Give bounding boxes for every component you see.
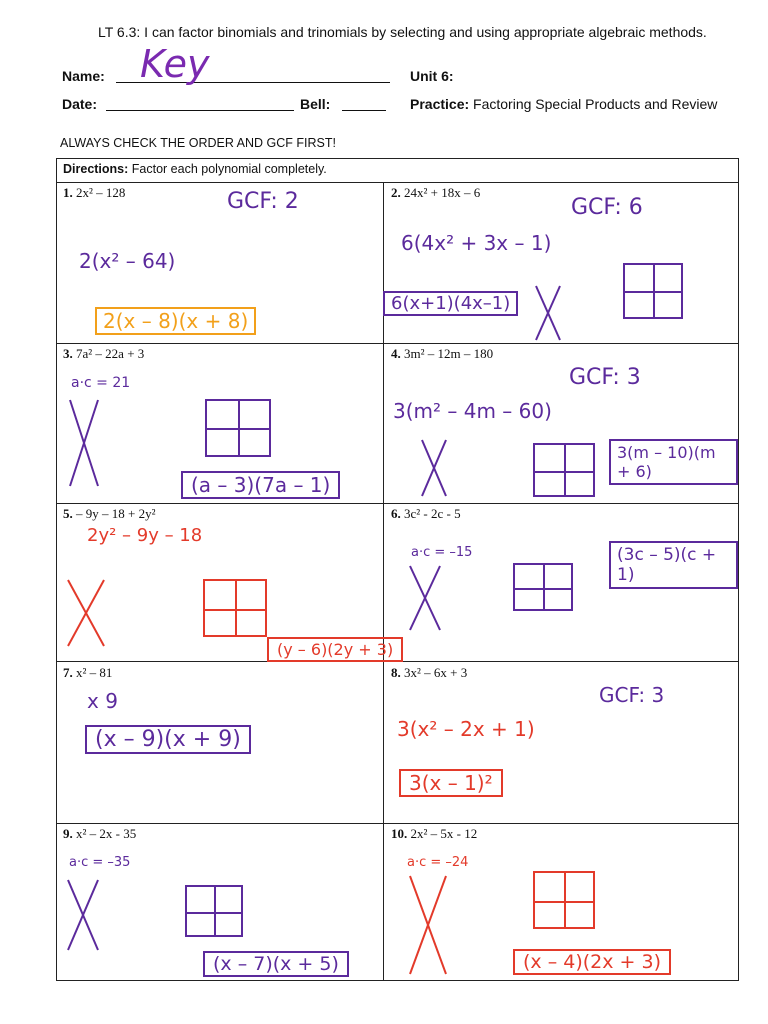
problem-10-label: 10. 2x² – 5x - 12 xyxy=(391,826,478,841)
problem-4-answer: 3(m – 10)(m + 6) xyxy=(609,439,738,485)
problem-1-answer: 2(x – 8)(x + 8) xyxy=(95,307,256,335)
problem-1-gcf: GCF: 2 xyxy=(227,189,299,214)
problem-9-answer: (x – 7)(x + 5) xyxy=(203,951,349,977)
problem-6-ac: a·c = –15 xyxy=(411,545,473,560)
problem-8-label: 8. 3x² – 6x + 3 xyxy=(391,665,468,680)
problem-6-label: 6. 3c² - 2c - 5 xyxy=(391,506,461,521)
problem-5-answer: (y – 6)(2y + 3) xyxy=(267,637,403,662)
bell-label: Bell: xyxy=(300,96,331,112)
problem-9-ac: a·c = –35 xyxy=(69,855,131,870)
problem-2-answer: 6(x+1)(4x–1) xyxy=(383,291,518,316)
problem-2-label: 2. 24x² + 18x – 6 xyxy=(391,185,481,200)
problem-5-label: 5. – 9y – 18 + 2y² xyxy=(63,506,156,521)
problem-1-work: 2(x² – 64) xyxy=(79,249,176,273)
x-mark-2 xyxy=(536,286,560,340)
problem-4-label: 4. 3m² – 12m – 180 xyxy=(391,346,494,361)
problem-3-answer: (a – 3)(7a – 1) xyxy=(181,471,340,499)
x-mark-10 xyxy=(410,876,446,974)
problem-2-gcf: GCF: 6 xyxy=(571,195,643,220)
problem-10-answer: (x – 4)(2x + 3) xyxy=(513,949,671,975)
problem-8-gcf: GCF: 3 xyxy=(599,683,665,707)
x-mark-4 xyxy=(422,440,446,496)
directions-text: Factor each polynomial completely. xyxy=(131,162,327,176)
problem-3-ac: a·c = 21 xyxy=(71,375,131,391)
problem-7-answer: (x – 9)(x + 9) xyxy=(85,725,251,754)
practice-label: Practice: xyxy=(410,96,470,112)
problem-4-gcf: GCF: 3 xyxy=(569,365,641,390)
name-label: Name: xyxy=(62,68,105,84)
practice-title: Factoring Special Products and Review xyxy=(473,96,718,112)
reminder: ALWAYS CHECK THE ORDER AND GCF FIRST! xyxy=(60,136,336,150)
problem-2-work: 6(4x² + 3x – 1) xyxy=(401,231,552,255)
problem-3-label: 3. 7a² – 22a + 3 xyxy=(63,346,145,361)
problem-4-work: 3(m² – 4m – 60) xyxy=(393,399,552,423)
unit-label: Unit 6: xyxy=(410,68,454,84)
problem-1-label: 1. 2x² – 128 xyxy=(63,185,126,200)
x-mark-3 xyxy=(70,400,98,486)
learning-target: LT 6.3: I can factor binomials and trinomials by selecting and using appropriate algebraic methods. xyxy=(98,24,707,40)
x-mark-9 xyxy=(68,880,98,950)
problem-5-work: 2y² – 9y – 18 xyxy=(87,525,203,546)
problem-9-label: 9. x² – 2x - 35 xyxy=(63,826,137,841)
problem-8-answer: 3(x – 1)² xyxy=(399,769,503,797)
problem-7-work: x 9 xyxy=(87,689,118,713)
problem-8-work: 3(x² – 2x + 1) xyxy=(397,717,535,741)
problem-7-label: 7. x² – 81 xyxy=(63,665,113,680)
x-mark-5 xyxy=(68,580,104,646)
directions-label: Directions: xyxy=(63,162,129,176)
problem-6-answer: (3c – 5)(c + 1) xyxy=(609,541,738,589)
name-signature: Key xyxy=(140,42,210,86)
problem-10-ac: a·c = –24 xyxy=(407,855,469,870)
x-mark-6 xyxy=(410,566,440,630)
date-label: Date: xyxy=(62,96,98,112)
